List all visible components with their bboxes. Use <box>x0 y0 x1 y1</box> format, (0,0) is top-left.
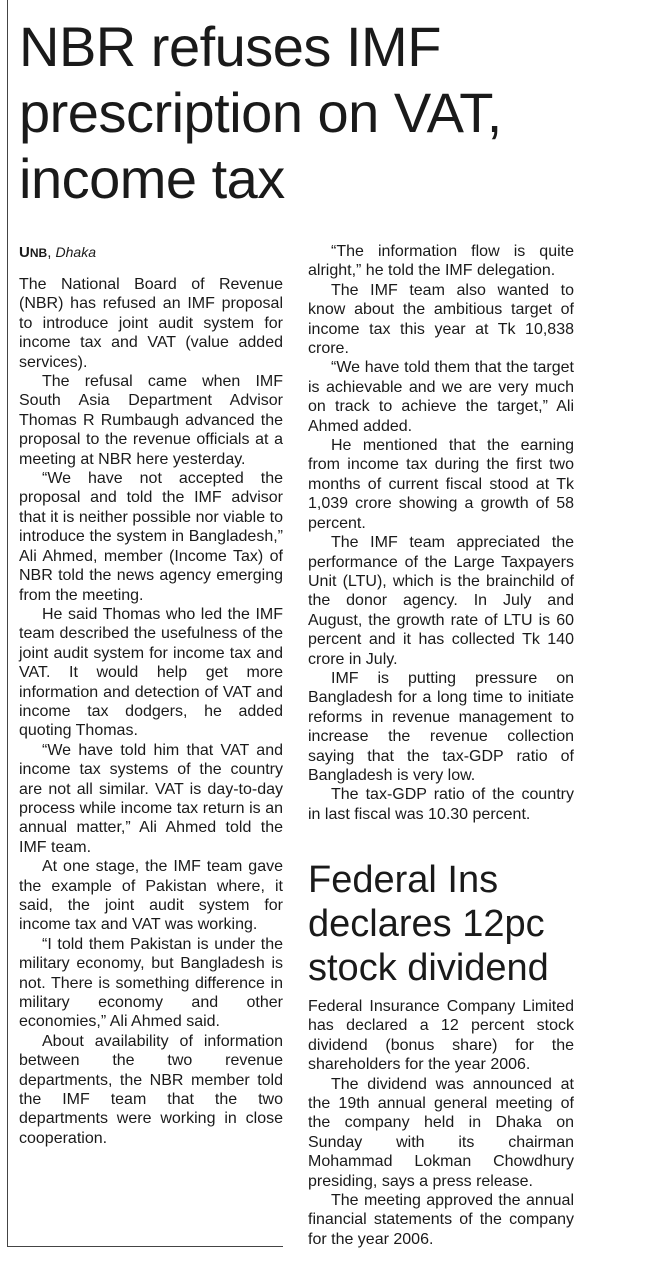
paragraph: He mentioned that the earning from income tax during the first two months of current fiscal stood at Tk 1,039 crore showing a growth of 58 percent. <box>308 437 574 532</box>
article-column-right <box>308 242 574 824</box>
second-article-headline: Federal Ins declares 12pc stock dividend <box>308 859 549 989</box>
paragraph: The dividend was announced at the 19th annual general meeting of the company held in Dhaka on Sunday with its chairman Mohammad Lokman Chowdhury presiding, says a press release. <box>308 1075 574 1190</box>
byline-agency: UNB <box>19 244 48 261</box>
paragraph: “We have not accepted the proposal and told the IMF advisor that it is neither possible nor viable to introduce the system in Bangladesh,” Ali Ahmed, member (Income Tax) of NBR told the news agency emerging from the meeting. <box>19 470 283 604</box>
paragraph: At one stage, the IMF team gave the example of Pakistan where, it said, the joint audit system for income tax and VAT was working. <box>19 858 283 934</box>
paragraph: The IMF team appreciated the performance of the Large Taxpayers Unit (LTU), which is the brainchild of the donor agency. In July and August, the growth rate of LTU is 60 percent and it has collected Tk 140 crore in July. <box>308 534 574 668</box>
column-rule-left <box>7 0 8 1246</box>
second-article-body <box>308 997 574 1249</box>
paragraph: The tax-GDP ratio of the country in last fiscal was 10.30 percent. <box>308 786 574 823</box>
paragraph: The refusal came when IMF South Asia Department Advisor Thomas R Rumbaugh advanced the proposal to the revenue officials at a meeting at NBR here yesterday. <box>19 373 283 468</box>
paragraph: The meeting approved the annual financial statements of the company for the year 2006. <box>308 1192 574 1248</box>
column-rule-bottom <box>7 1246 283 1247</box>
paragraph: About availability of information between the two revenue departments, the NBR member told the IMF team that the two departments were working in close cooperation. <box>19 1032 283 1147</box>
paragraph: Federal Insurance Company Limited has declared a 12 percent stock dividend (bonus share) for the shareholders for the year 2006. <box>308 998 574 1074</box>
article-headline: NBR refuses IMF prescription on VAT, income tax <box>19 15 502 210</box>
paragraph: He said Thomas who led the IMF team described the usefulness of the joint audit system for income tax and VAT. It would help get more information and detection of VAT and income tax dodgers, he added quoting Thomas. <box>19 605 283 740</box>
paragraph: “We have told them that the target is achievable and we are very much on track to achieve the target,” Ali Ahmed added. <box>308 359 574 435</box>
byline-city: Dhaka <box>55 244 96 260</box>
paragraph: IMF is putting pressure on Bangladesh for a long time to initiate reforms in revenue management to increase the revenue collection saying that the tax-GDP ratio of Bangladesh is very low. <box>308 669 574 784</box>
paragraph: “We have told him that VAT and income tax systems of the country are not all similar. VAT is day-to-day process while income tax return is an annual matter,” Ali Ahmed told the IMF team. <box>19 741 283 856</box>
article-column-left <box>19 275 283 1148</box>
paragraph: The National Board of Revenue (NBR) has refused an IMF proposal to introduce joint audit system for income tax and VAT (value added services). <box>19 276 283 371</box>
paragraph: “I told them Pakistan is under the military economy, but Bangladesh is not. There is something difference in military economy and other economies,” Ali Ahmed said. <box>19 935 283 1031</box>
byline: UNB, Dhaka <box>19 244 96 261</box>
paragraph: “The information flow is quite alright,” he told the IMF delegation. <box>308 243 574 280</box>
paragraph: The IMF team also wanted to know about the ambitious target of income tax this year at Tk 10,838 crore. <box>308 281 574 358</box>
